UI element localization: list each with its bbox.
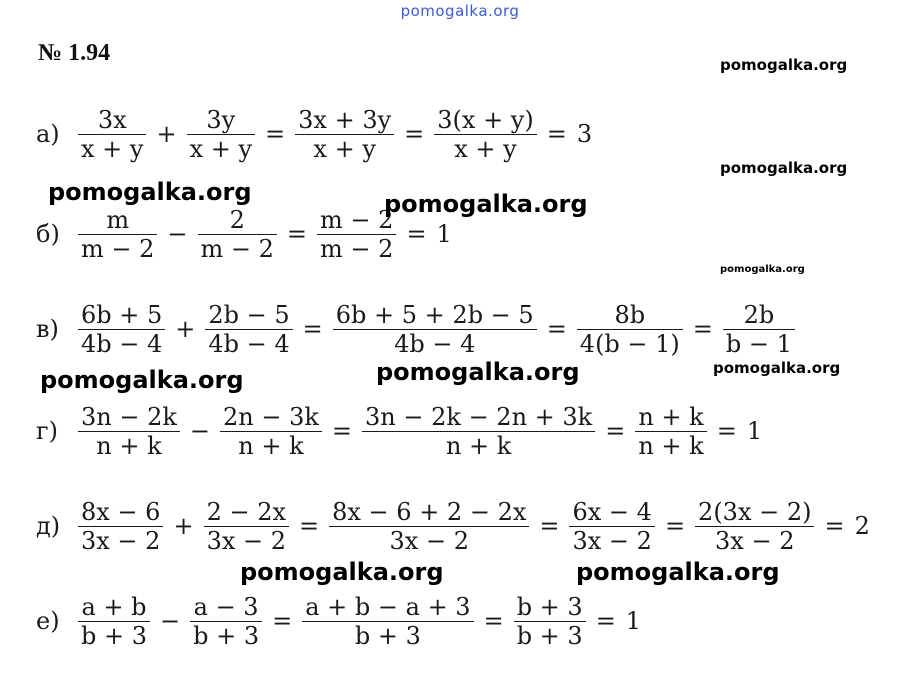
- item-label: а): [36, 120, 60, 148]
- denominator: 3x − 2: [206, 526, 287, 555]
- equation-row: [36, 300, 799, 358]
- numerator: 2: [229, 205, 245, 234]
- denominator: x + y: [81, 134, 144, 163]
- denominator: m − 2: [81, 234, 155, 263]
- denominator: 3x − 2: [389, 526, 469, 555]
- numerator: 2(3x − 2): [698, 497, 812, 526]
- operator: =: [539, 512, 560, 540]
- watermark: pomogalka.org: [376, 358, 580, 386]
- denominator: x + y: [454, 134, 517, 163]
- item-label: в): [36, 315, 59, 343]
- numerator: 3n − 2k − 2n + 3k: [365, 402, 593, 431]
- denominator: b − 1: [725, 329, 792, 358]
- watermark: pomogalka.org: [576, 558, 780, 586]
- watermark: pomogalka.org: [720, 56, 848, 74]
- item-label: б): [36, 220, 60, 248]
- operator: =: [404, 120, 425, 148]
- denominator: 3x − 2: [572, 526, 652, 555]
- result-value: 1: [436, 220, 452, 248]
- operator: +: [175, 315, 196, 343]
- fraction: [220, 403, 322, 460]
- watermark: pomogalka.org: [240, 558, 444, 586]
- operator: =: [272, 607, 293, 635]
- fraction: [434, 106, 536, 163]
- fraction: [635, 403, 706, 460]
- operator: −: [167, 220, 188, 248]
- equation-row: [36, 592, 645, 650]
- operator: =: [406, 220, 427, 248]
- denominator: b + 3: [354, 621, 421, 650]
- numerator: 3(x + y): [437, 105, 534, 134]
- numerator: 8x − 6 + 2 − 2x: [332, 497, 527, 526]
- fraction: [302, 593, 473, 650]
- operator: =: [286, 220, 308, 248]
- denominator: x + y: [313, 134, 376, 163]
- denominator: n + k: [96, 431, 162, 460]
- numerator: 2b − 5: [208, 300, 290, 329]
- operator: −: [189, 417, 211, 445]
- equation-row: [36, 402, 766, 460]
- numerator: m: [106, 205, 130, 234]
- operator: =: [331, 417, 353, 445]
- item-label: е): [36, 607, 60, 635]
- fraction: [198, 206, 277, 263]
- operator: =: [265, 120, 286, 148]
- denominator: b + 3: [193, 621, 260, 650]
- numerator: 3x: [97, 105, 127, 134]
- numerator: a + b: [81, 592, 147, 621]
- equation-row: [36, 105, 596, 163]
- fraction: [577, 301, 683, 358]
- denominator: m − 2: [320, 234, 394, 263]
- item-label: г): [36, 417, 58, 445]
- numerator: 6b + 5 + 2b − 5: [335, 300, 534, 329]
- fraction: [695, 498, 814, 555]
- denominator: n + k: [445, 431, 512, 460]
- numerator: 8b: [614, 300, 646, 329]
- watermark: pomogalka.org: [48, 178, 252, 206]
- fraction: [329, 498, 529, 555]
- watermark: pomogalka.org: [384, 190, 588, 218]
- operator: =: [546, 315, 567, 343]
- numerator: n + k: [638, 402, 704, 431]
- fraction: [78, 403, 180, 460]
- fraction: [78, 206, 157, 263]
- operator: +: [173, 512, 194, 540]
- fraction: [78, 593, 150, 650]
- operator: =: [302, 315, 323, 343]
- operator: =: [664, 512, 686, 540]
- numerator: 6b + 5: [81, 300, 163, 329]
- denominator: 3x − 2: [715, 526, 795, 555]
- fraction: [569, 498, 654, 555]
- numerator: m − 2: [320, 205, 394, 234]
- fraction: [295, 106, 394, 163]
- numerator: 2n − 3k: [223, 402, 319, 431]
- fraction: [723, 301, 795, 358]
- denominator: 4b − 4: [394, 329, 476, 358]
- fraction: [190, 593, 262, 650]
- numerator: 2 − 2x: [206, 497, 287, 526]
- watermark: pomogalka.org: [720, 159, 848, 177]
- operator: +: [156, 120, 177, 148]
- site-header-link[interactable]: pomogalka.org: [400, 2, 520, 20]
- result-value: 1: [625, 607, 642, 635]
- denominator: 4b − 4: [81, 329, 163, 358]
- item-label: д): [36, 512, 61, 540]
- fraction: [514, 593, 586, 650]
- operator: =: [595, 607, 616, 635]
- denominator: b + 3: [81, 621, 147, 650]
- operator: =: [824, 512, 845, 540]
- watermark: pomogalka.org: [720, 264, 805, 275]
- operator: =: [605, 417, 626, 445]
- numerator: 3x + 3y: [298, 105, 392, 134]
- watermark: pomogalka.org: [40, 366, 244, 394]
- operator: =: [546, 120, 567, 148]
- fraction: [78, 301, 165, 358]
- operator: =: [483, 607, 504, 635]
- numerator: a − 3: [193, 592, 259, 621]
- operator: =: [716, 417, 737, 445]
- denominator: n + k: [238, 431, 304, 460]
- denominator: 3x − 2: [81, 526, 161, 555]
- numerator: b + 3: [516, 592, 583, 621]
- denominator: m − 2: [200, 234, 274, 263]
- numerator: 3y: [206, 105, 236, 134]
- result-value: 3: [576, 120, 593, 148]
- problem-number: № 1.94: [38, 40, 111, 66]
- fraction: [205, 301, 292, 358]
- fraction: [333, 301, 537, 358]
- equation-row: [36, 497, 874, 555]
- operator: =: [299, 512, 320, 540]
- numerator: 8x − 6: [81, 497, 161, 526]
- denominator: 4b − 4: [208, 329, 290, 358]
- denominator: n + k: [638, 431, 704, 460]
- denominator: b + 3: [516, 621, 583, 650]
- denominator: 4(b − 1): [579, 329, 680, 358]
- denominator: x + y: [189, 134, 253, 163]
- fraction: [78, 498, 163, 555]
- numerator: a + b − a + 3: [305, 592, 471, 621]
- watermark: pomogalka.org: [713, 359, 841, 377]
- numerator: 6x − 4: [572, 497, 652, 526]
- result-value: 1: [746, 417, 763, 445]
- fraction: [204, 498, 289, 555]
- numerator: 2b: [743, 300, 775, 329]
- fraction: [362, 403, 595, 460]
- numerator: 3n − 2k: [81, 402, 177, 431]
- fraction: [78, 106, 146, 163]
- result-value: 2: [854, 512, 870, 540]
- operator: =: [692, 315, 713, 343]
- fraction: [187, 106, 255, 163]
- operator: −: [160, 607, 181, 635]
